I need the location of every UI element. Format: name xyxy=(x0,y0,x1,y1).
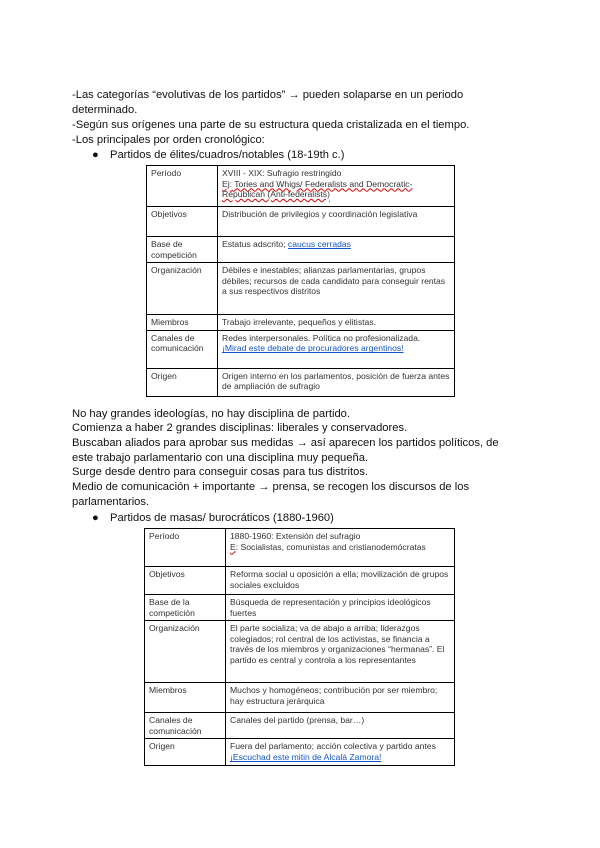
value-text: Estatus adscrito; xyxy=(222,239,288,249)
row-key: Canales de comunicación xyxy=(145,713,226,739)
row-value xyxy=(218,166,455,207)
row-key: Período xyxy=(147,166,218,207)
example-text: Tories and Whigs/ Federalists and Democratic-Republican (Anti-federalists) xyxy=(222,178,413,200)
caucus-link[interactable]: caucus cerradas xyxy=(287,239,351,249)
table-row xyxy=(145,621,455,683)
table-row xyxy=(147,207,455,237)
row-key: Organización xyxy=(147,263,218,315)
bullet-dot-icon: ● xyxy=(92,149,99,161)
bullet-dot-icon: ● xyxy=(92,512,99,524)
example-line xyxy=(230,542,450,553)
row-key: Miembros xyxy=(147,315,218,331)
row-value xyxy=(218,330,455,368)
row-key: Origen xyxy=(145,739,226,765)
example-prefix: Ej: xyxy=(222,178,233,189)
table-row xyxy=(147,315,455,331)
intro-paragraph-1: -Las categorías “evolutivas de los partidos” → pueden solaparse en un periodo determinado. xyxy=(72,89,464,116)
bullet-mass-parties xyxy=(92,511,334,526)
bullet-elite-parties xyxy=(92,148,344,163)
row-key: Miembros xyxy=(145,683,226,713)
debate-link[interactable]: ¡Mirad este debate de procuradores argentinos! xyxy=(222,343,404,354)
value-text: Redes interpersonales. Política no profesionalizada. xyxy=(222,332,421,343)
table-row xyxy=(147,237,455,263)
row-key: Objetivos xyxy=(147,207,218,237)
row-key: Período xyxy=(145,529,226,567)
mass-parties-table xyxy=(144,528,455,766)
middle-line-5: Medio de comunicación + importante → prensa, se recogen los discursos de los parlamentarios. xyxy=(72,481,470,508)
table-row xyxy=(145,683,455,713)
row-key: Base de competición xyxy=(147,237,218,263)
middle-line-3: Buscaban aliados para aprobar sus medidas → así aparecen los partidos políticos, de este trabajo parlamentario con una disciplina muy pequeña. xyxy=(72,437,499,464)
bullet-text: Partidos de élites/cuadros/notables (18-19th c.) xyxy=(110,149,345,161)
example-prefix: E xyxy=(230,541,236,552)
table-row xyxy=(145,567,455,595)
intro-paragraph-3: -Los principales por orden cronológico: xyxy=(72,134,265,146)
example-line xyxy=(222,179,450,200)
rally-link[interactable]: ¡Escuchad este mitin de Alcalá Zamora! xyxy=(230,751,382,762)
period-line: 1880-1960: Extensión del sufragio xyxy=(230,531,361,541)
row-value: Canales del partido (prensa, bar…) xyxy=(226,713,455,739)
value-text: Fuera del parlamento; acción colectiva y partido antes xyxy=(230,741,436,752)
row-value: Búsqueda de representación y principios ideológicos fuertes xyxy=(226,595,455,621)
row-key: Origen xyxy=(147,368,218,396)
middle-line-4: Surge desde dentro para conseguir cosas para tus distritos. xyxy=(72,466,369,478)
row-value: Reforma social u oposición a ella; movilización de grupos sociales excluidos xyxy=(226,567,455,595)
table-row xyxy=(147,166,455,207)
row-key: Objetivos xyxy=(145,567,226,595)
table-row xyxy=(147,263,455,315)
row-key: Canales de comunicación xyxy=(147,330,218,368)
row-value: Origen interno en los parlamentos, posición de fuerza antes de ampliación de sufragio xyxy=(218,368,455,396)
row-key: Base de la competición xyxy=(145,595,226,621)
table-row xyxy=(145,595,455,621)
period-line: XVIII - XIX: Sufragio restringido xyxy=(222,168,342,178)
elite-parties-table xyxy=(146,165,455,397)
row-key: Organización xyxy=(145,621,226,683)
row-value: Débiles e inestables; alianzas parlamentarias, grupos débiles; recursos de cada candidato para conseguir rentas a sus respectivos distritos xyxy=(218,263,455,315)
row-value xyxy=(226,739,455,765)
table-row xyxy=(147,330,455,368)
table-row xyxy=(145,713,455,739)
row-value xyxy=(226,529,455,567)
intro-paragraph-2: -Según sus orígenes una parte de su estructura queda cristalizada en el tiempo. xyxy=(72,119,470,131)
row-value xyxy=(218,237,455,263)
row-value: Muchos y homogéneos; contribución por ser miembro; hay estructura jerárquica xyxy=(226,683,455,713)
middle-line-2: Comienza a haber 2 grandes disciplinas: liberales y conservadores. xyxy=(72,422,408,434)
table-row xyxy=(145,529,455,567)
row-value: El parte socializa; va de abajo a arriba; liderazgos colegiados; rol central de los activistas, se financia a través de los miembros y organizaciones “hermanas”. El partido es central y controla a los representantes xyxy=(226,621,455,683)
row-value: Distribución de privilegios y coordinación legislativa xyxy=(218,207,455,237)
example-text: : Socialistas, comunistas and cristianodemócratas xyxy=(235,541,426,552)
table-row xyxy=(145,739,455,765)
bullet-text: Partidos de masas/ burocráticos (1880-1960) xyxy=(110,512,334,524)
row-value: Trabajo irrelevante, pequeños y elitistas. xyxy=(218,315,455,331)
middle-line-1: No hay grandes ideologías, no hay disciplina de partido. xyxy=(72,408,351,420)
table-row xyxy=(147,368,455,396)
